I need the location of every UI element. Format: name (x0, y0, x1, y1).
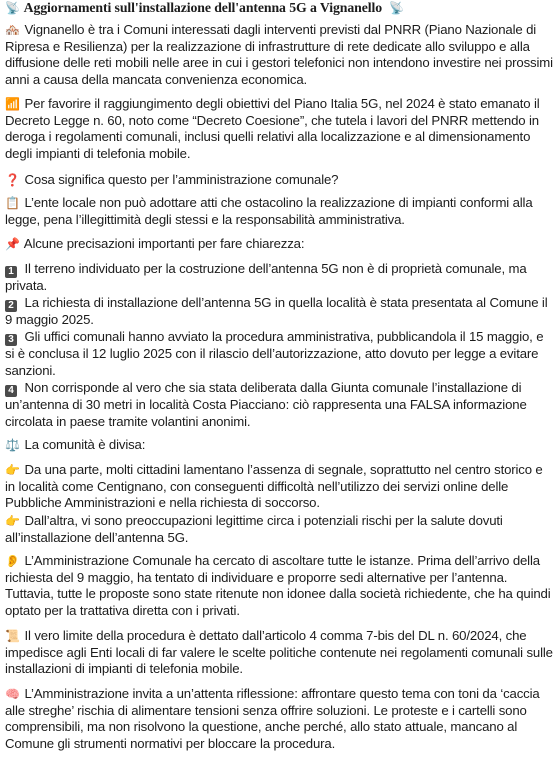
paragraph-text: Non corrisponde al vero che sia stata deliberata dalla Giunta comunale l’installazione di un’antenna di 30 metri in località Costa Piacciano: ciò rappresenta una FALSA informazione circolata in paese tramite volantini anonimi. (5, 380, 527, 429)
satellite-antenna-icon: 📡 (389, 1, 405, 15)
paragraph-comunita (5, 437, 555, 454)
ear-icon: 👂 (5, 554, 20, 568)
paragraph-text: L’ente locale non può adottare atti che ostacolino la realizzazione di impianti conformi alla legge, pena l’illegittimità degli stessi e la responsabilità amministrativa. (5, 195, 533, 227)
post-title-text: Aggiornamenti sull'installazione dell'antenna 5G a Vignanello (23, 0, 383, 15)
keycap-four-icon: 4 (5, 385, 17, 397)
signal-bars-icon: 📶 (5, 97, 20, 111)
pushpin-icon: 📌 (5, 237, 20, 251)
paragraph-ente (5, 195, 555, 228)
paragraph-text: L’Amministrazione invita a un’attenta riflessione: affrontare questo tema con toni da ‘caccia alle streghe’ rischia di alimentare tensioni senza offrire soluzioni. Le proteste e i cartelli sono comprensibili, ma non risolvono la questione, anche perché, allo stato attuale, mancano al Comune gli strumenti normativi per bloccare la procedura. (5, 686, 540, 752)
paragraph-text: Il terreno individuato per la costruzione dell’antenna 5G non è di proprietà comunale, ma privata. (5, 261, 527, 293)
scroll-icon: 📜 (5, 629, 20, 643)
paragraph-limite (5, 628, 555, 678)
clipboard-icon: 📋 (5, 196, 20, 210)
paragraph-text: Da una parte, molti cittadini lamentano l’assenza di segnale, soprattutto nel centro storico e in località come Centignano, con conseguenti difficoltà nell’utilizzo dei servizi online delle Pubbliche Amministrazioni e nella richiesta di soccorso. (5, 462, 543, 511)
houses-icon: 🏘️ (5, 23, 20, 37)
paragraph-text: Cosa significa questo per l’amministrazione comunale? (24, 172, 339, 187)
pointing-hand-icon: 👉 (5, 463, 20, 477)
paragraph-da-una-parte (5, 462, 555, 512)
list-item-3 (5, 329, 555, 379)
keycap-two-icon: 2 (5, 300, 17, 312)
post-title (5, 0, 553, 16)
list-item-2 (5, 295, 555, 329)
keycap-three-icon: 3 (5, 334, 17, 346)
list-item-4 (5, 380, 555, 430)
paragraph-ascolto (5, 553, 555, 620)
paragraph-dall-altra (5, 513, 555, 546)
paragraph-precisazioni (5, 236, 555, 253)
list-item-1 (5, 261, 555, 295)
satellite-antenna-icon: 📡 (5, 1, 20, 15)
paragraph-text: La comunità è divisa: (24, 437, 146, 452)
balance-scale-icon: ⚖️ (5, 438, 20, 452)
keycap-one-icon: 1 (5, 266, 17, 278)
paragraph-pnrr (5, 22, 555, 89)
paragraph-text: Gli uffici comunali hanno avviato la procedura amministrativa, pubblicandola il 15 maggio, e si è conclusa il 12 luglio 2025 con il rilascio dell’autorizzazione, atto dovuto per legge a evitare sanzioni. (5, 329, 544, 378)
paragraph-text: La richiesta di installazione dell’antenna 5G in quella località è stata presentata al Comune il 9 maggio 2025. (5, 295, 548, 327)
paragraph-text: L’Amministrazione Comunale ha cercato di ascoltare tutte le istanze. Prima dell’arrivo della richiesta del 9 maggio, ha tentato di individuare e proporre sedi alternative per l’antenna. Tuttavia, tutte le proposte sono state ritenute non idonee dalla società richiedente, che ha quindi optato per la trattativa diretta con i privati. (5, 553, 551, 619)
paragraph-text: Vignanello è tra i Comuni interessati dagli interventi previsti dal PNRR (Piano Nazionale di Ripresa e Resilienza) per la realizzazione di infrastrutture di rete dedicate allo sviluppo e alla diffusione delle reti mobili nelle aree in cui i gestori telefonici non intendono investire nei prossimi anni a causa della mancata convenienza economica. (5, 22, 553, 88)
pointing-hand-icon: 👉 (5, 514, 20, 528)
question-mark-icon: ❓ (5, 173, 20, 187)
paragraph-text: Per favorire il raggiungimento degli obiettivi del Piano Italia 5G, nel 2024 è stato emanato il Decreto Legge n. 60, noto come “Decreto Coesione”, che tutela i lavori del PNRR mettendo in deroga i regolamenti comunali, inclusi quelli relativi alla localizzazione e al dimensionamento degli impianti di telefonia mobile. (5, 96, 540, 162)
paragraph-decreto (5, 96, 555, 163)
paragraph-question (5, 172, 555, 189)
paragraph-text: Il vero limite della procedura è dettato dall’articolo 4 comma 7-bis del DL n. 60/2024, che impedisce agli Enti locali di far valere le scelte politiche contenute nei regolamenti comunali sulle installazioni di impianti di telefonia mobile. (5, 628, 553, 677)
paragraph-text: Dall’altra, vi sono preoccupazioni legittime circa i potenziali rischi per la salute dovuti all’installazione dell’antenna 5G. (5, 513, 503, 545)
paragraph-text: Alcune precisazioni importanti per fare chiarezza: (23, 236, 305, 251)
paragraph-riflessione (5, 686, 555, 753)
brain-icon: 🧠 (5, 687, 20, 701)
